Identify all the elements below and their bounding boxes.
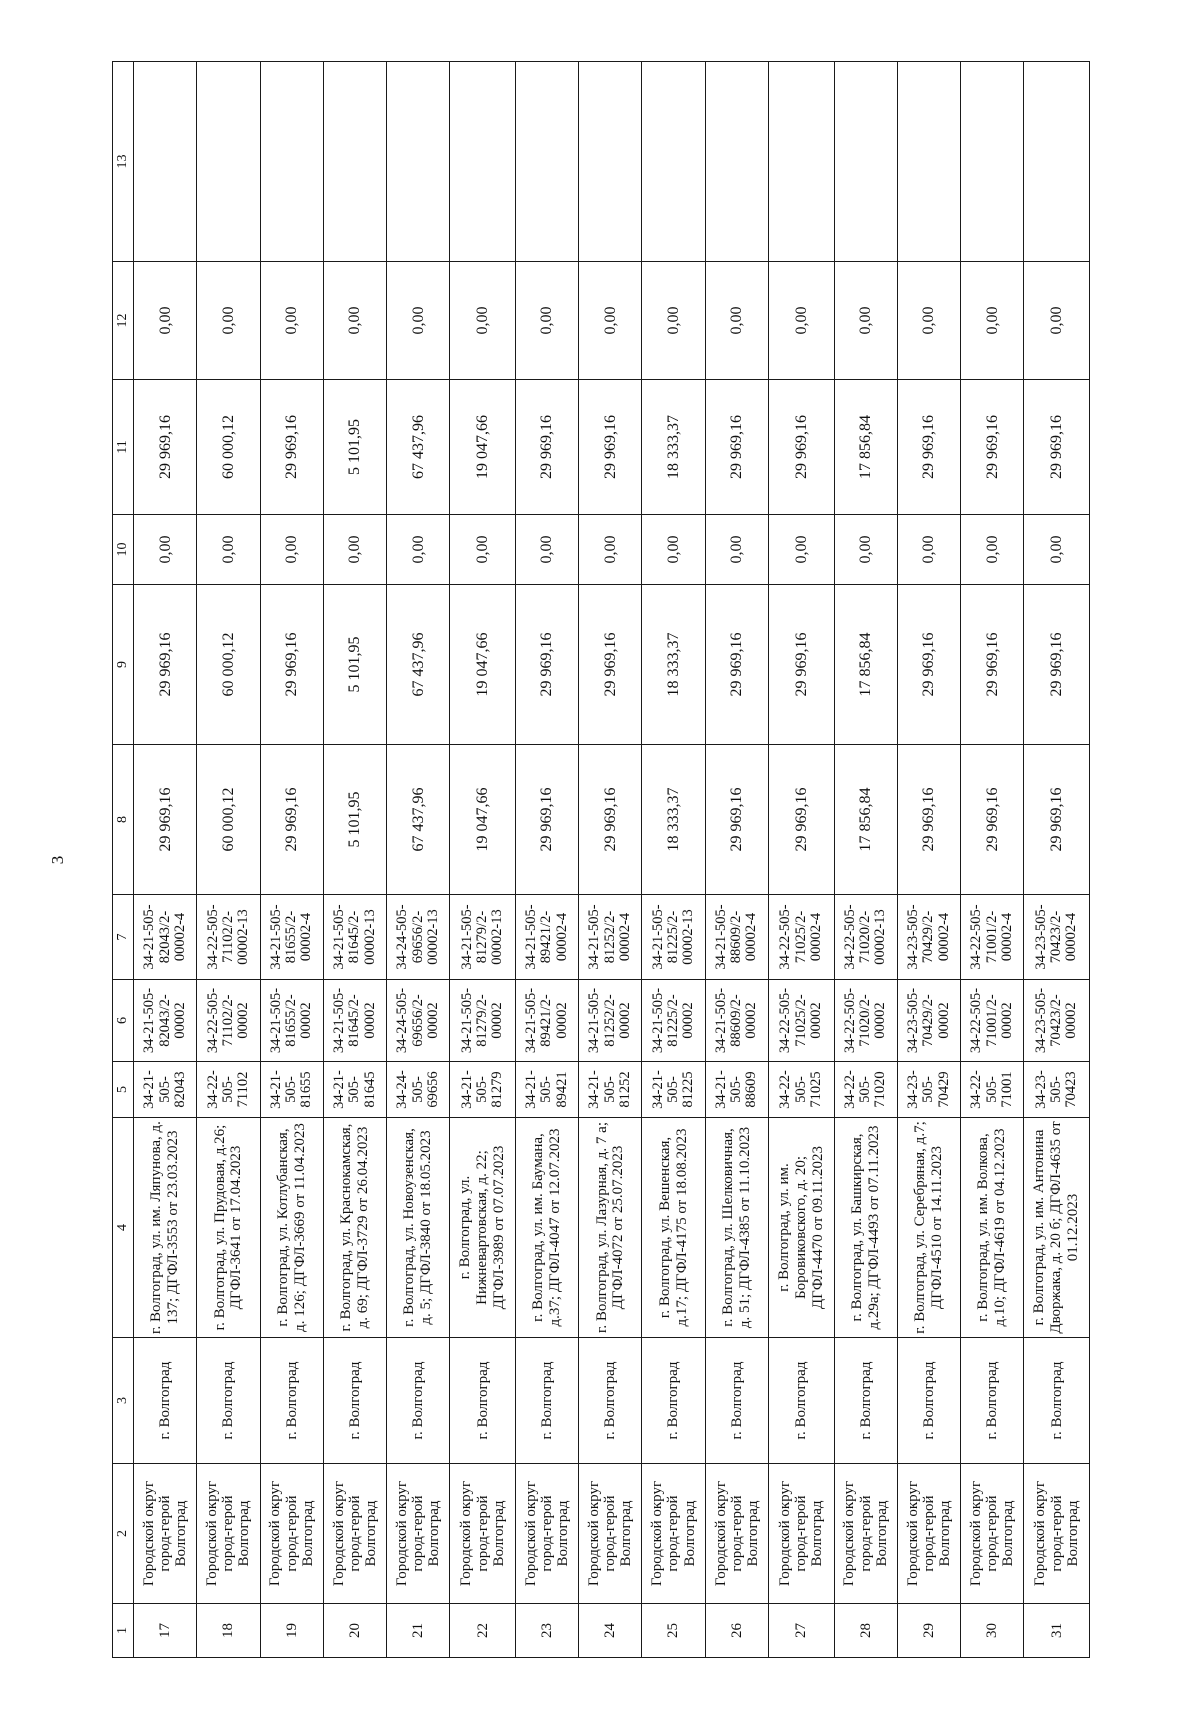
cell-c8: 29 969,16 bbox=[961, 745, 1024, 895]
column-header-4: 4 bbox=[113, 1118, 134, 1338]
cell-c8: 17 856,84 bbox=[834, 745, 897, 895]
cell-c4: г. Волгоград, ул. им. Баумана, д.37; ДГФЛ-4047 от 12.07.2023 bbox=[515, 1118, 578, 1338]
cell-c10: 0,00 bbox=[834, 515, 897, 585]
cell-c3: г. Волгоград bbox=[768, 1338, 834, 1464]
page-number: 3 bbox=[48, 855, 67, 865]
cell-c9: 29 969,16 bbox=[134, 585, 197, 745]
cell-c10: 0,00 bbox=[579, 515, 642, 585]
cell-n: 28 bbox=[834, 1604, 897, 1658]
cell-c7: 34-21-505-88609/2-00002-4 bbox=[705, 895, 768, 980]
cell-n: 19 bbox=[260, 1604, 323, 1658]
cell-c8: 29 969,16 bbox=[515, 745, 578, 895]
cell-c2: Городской округ город-герой Волгоград bbox=[961, 1464, 1024, 1604]
cell-c8: 29 969,16 bbox=[260, 745, 323, 895]
cell-c8: 29 969,16 bbox=[134, 745, 197, 895]
cell-c11: 29 969,16 bbox=[579, 380, 642, 515]
cell-c4: г. Волгоград, ул. Прудовая, д.26; ДГФЛ-3641 от 17.04.2023 bbox=[197, 1118, 260, 1338]
cell-c9: 67 437,96 bbox=[387, 585, 450, 745]
cell-c11: 29 969,16 bbox=[260, 380, 323, 515]
cell-c5: 34-21-505-81645 bbox=[323, 1062, 386, 1118]
column-header-12: 12 bbox=[113, 262, 134, 380]
cell-c3: г. Волгоград bbox=[579, 1338, 642, 1464]
cell-c5: 34-21-505-82043 bbox=[134, 1062, 197, 1118]
cell-n: 21 bbox=[387, 1604, 450, 1658]
table-row bbox=[450, 62, 516, 1658]
cell-n: 24 bbox=[579, 1604, 642, 1658]
cell-c5: 34-21-505-81252 bbox=[579, 1062, 642, 1118]
cell-c9: 29 969,16 bbox=[705, 585, 768, 745]
cell-c7: 34-21-505-81279/2-00002-13 bbox=[450, 895, 516, 980]
cell-c13 bbox=[387, 62, 450, 262]
cell-c12: 0,00 bbox=[579, 262, 642, 380]
cell-c2: Городской округ город-герой Волгоград bbox=[134, 1464, 197, 1604]
cell-c2: Городской округ город-герой Волгоград bbox=[579, 1464, 642, 1604]
table-row bbox=[260, 62, 323, 1658]
cell-c13 bbox=[515, 62, 578, 262]
cell-c5: 34-22-505-71102 bbox=[197, 1062, 260, 1118]
cell-c8: 18 333,37 bbox=[642, 745, 705, 895]
cell-c7: 34-21-505-82043/2-00002-4 bbox=[134, 895, 197, 980]
cell-c10: 0,00 bbox=[197, 515, 260, 585]
cell-c11: 29 969,16 bbox=[1024, 380, 1090, 515]
table-body bbox=[134, 62, 1090, 1658]
cell-c4: г. Волгоград, ул. Серебряная, д.7; ДГФЛ-4510 от 14.11.2023 bbox=[897, 1118, 960, 1338]
cell-c12: 0,00 bbox=[260, 262, 323, 380]
cell-c5: 34-23-505-70429 bbox=[897, 1062, 960, 1118]
cell-c3: г. Волгоград bbox=[450, 1338, 516, 1464]
cell-c9: 19 047,66 bbox=[450, 585, 516, 745]
cell-c5: 34-23-505-70423 bbox=[1024, 1062, 1090, 1118]
cell-c9: 29 969,16 bbox=[260, 585, 323, 745]
cell-c7: 34-22-505-71001/2-00002-4 bbox=[961, 895, 1024, 980]
cell-c3: г. Волгоград bbox=[197, 1338, 260, 1464]
cell-n: 27 bbox=[768, 1604, 834, 1658]
column-header-5: 5 bbox=[113, 1062, 134, 1118]
column-header-11: 11 bbox=[113, 380, 134, 515]
column-header-9: 9 bbox=[113, 585, 134, 745]
column-header-1: 1 bbox=[113, 1604, 134, 1658]
cell-c7: 34-21-505-89421/2-00002-4 bbox=[515, 895, 578, 980]
cell-c4: г. Волгоград, ул. Башкирская, д.29а; ДГФЛ-4493 от 07.11.2023 bbox=[834, 1118, 897, 1338]
cell-c10: 0,00 bbox=[897, 515, 960, 585]
cell-c4: г. Волгоград, ул. Лазурная, д. 7 а; ДГФЛ-4072 от 25.07.2023 bbox=[579, 1118, 642, 1338]
cell-c2: Городской округ город-герой Волгоград bbox=[768, 1464, 834, 1604]
cell-c13 bbox=[705, 62, 768, 262]
cell-c9: 18 333,37 bbox=[642, 585, 705, 745]
cell-c3: г. Волгоград bbox=[260, 1338, 323, 1464]
cell-c7: 34-23-505-70429/2-00002-4 bbox=[897, 895, 960, 980]
cell-c12: 0,00 bbox=[961, 262, 1024, 380]
cell-c2: Городской округ город-герой Волгоград bbox=[260, 1464, 323, 1604]
cell-c9: 29 969,16 bbox=[768, 585, 834, 745]
cell-c9: 60 000,12 bbox=[197, 585, 260, 745]
cell-c13 bbox=[323, 62, 386, 262]
cell-c12: 0,00 bbox=[387, 262, 450, 380]
cell-c9: 29 969,16 bbox=[515, 585, 578, 745]
cell-c13 bbox=[897, 62, 960, 262]
cell-c6: 34-21-505-81225/2-00002 bbox=[642, 980, 705, 1062]
cell-c13 bbox=[197, 62, 260, 262]
cell-c10: 0,00 bbox=[450, 515, 516, 585]
cell-n: 30 bbox=[961, 1604, 1024, 1658]
cell-c6: 34-21-505-81252/2-00002 bbox=[579, 980, 642, 1062]
cell-c3: г. Волгоград bbox=[705, 1338, 768, 1464]
cell-c8: 29 969,16 bbox=[705, 745, 768, 895]
cell-c10: 0,00 bbox=[961, 515, 1024, 585]
cell-c2: Городской округ город-герой Волгоград bbox=[387, 1464, 450, 1604]
cell-c4: г. Волгоград, ул. Нижневартовская, д. 22; ДГФЛ-3989 от 07.07.2023 bbox=[450, 1118, 516, 1338]
cell-c11: 19 047,66 bbox=[450, 380, 516, 515]
cell-c5: 34-22-505-71020 bbox=[834, 1062, 897, 1118]
cell-c12: 0,00 bbox=[834, 262, 897, 380]
cell-c12: 0,00 bbox=[897, 262, 960, 380]
cell-c10: 0,00 bbox=[768, 515, 834, 585]
table-row bbox=[705, 62, 768, 1658]
cell-c9: 29 969,16 bbox=[897, 585, 960, 745]
cell-c3: г. Волгоград bbox=[642, 1338, 705, 1464]
cell-c8: 19 047,66 bbox=[450, 745, 516, 895]
cell-c3: г. Волгоград bbox=[834, 1338, 897, 1464]
cell-c12: 0,00 bbox=[515, 262, 578, 380]
cell-c4: г. Волгоград, ул. им. Волкова, д.10; ДГФЛ-4619 от 04.12.2023 bbox=[961, 1118, 1024, 1338]
cell-c5: 34-21-505-81225 bbox=[642, 1062, 705, 1118]
cell-c13 bbox=[579, 62, 642, 262]
cell-c13 bbox=[134, 62, 197, 262]
cell-c3: г. Волгоград bbox=[515, 1338, 578, 1464]
table-row bbox=[897, 62, 960, 1658]
cell-c13 bbox=[642, 62, 705, 262]
cell-c13 bbox=[260, 62, 323, 262]
column-header-2: 2 bbox=[113, 1464, 134, 1604]
cell-c10: 0,00 bbox=[323, 515, 386, 585]
cell-c9: 29 969,16 bbox=[961, 585, 1024, 745]
cell-c4: г. Волгоград, ул. им. Боровиковского, д. 20; ДГФЛ-4470 от 09.11.2023 bbox=[768, 1118, 834, 1338]
cell-c12: 0,00 bbox=[450, 262, 516, 380]
cell-c5: 34-22-505-71001 bbox=[961, 1062, 1024, 1118]
cell-c11: 29 969,16 bbox=[515, 380, 578, 515]
cell-c10: 0,00 bbox=[642, 515, 705, 585]
cell-c3: г. Волгоград bbox=[897, 1338, 960, 1464]
cell-c5: 34-21-505-81279 bbox=[450, 1062, 516, 1118]
cell-c11: 17 856,84 bbox=[834, 380, 897, 515]
cell-c8: 29 969,16 bbox=[768, 745, 834, 895]
cell-c12: 0,00 bbox=[1024, 262, 1090, 380]
cell-c2: Городской округ город-герой Волгоград bbox=[515, 1464, 578, 1604]
cell-c7: 34-24-505-69656/2-00002-13 bbox=[387, 895, 450, 980]
table-row bbox=[323, 62, 386, 1658]
table-header-row bbox=[113, 62, 134, 1658]
cell-c6: 34-21-505-88609/2-00002 bbox=[705, 980, 768, 1062]
table-row bbox=[387, 62, 450, 1658]
cell-c11: 67 437,96 bbox=[387, 380, 450, 515]
cell-c8: 29 969,16 bbox=[1024, 745, 1090, 895]
cell-c9: 5 101,95 bbox=[323, 585, 386, 745]
cell-n: 20 bbox=[323, 1604, 386, 1658]
column-header-3: 3 bbox=[113, 1338, 134, 1464]
cell-c10: 0,00 bbox=[515, 515, 578, 585]
cell-c12: 0,00 bbox=[323, 262, 386, 380]
cell-c6: 34-24-505-69656/2-00002 bbox=[387, 980, 450, 1062]
cell-c7: 34-22-505-71102/2-00002-13 bbox=[197, 895, 260, 980]
cell-c11: 29 969,16 bbox=[134, 380, 197, 515]
cell-c6: 34-21-505-81279/2-00002 bbox=[450, 980, 516, 1062]
cell-c6: 34-22-505-71025/2-00002 bbox=[768, 980, 834, 1062]
cell-c2: Городской округ город-герой Волгоград bbox=[834, 1464, 897, 1604]
cell-c6: 34-21-505-82043/2-00002 bbox=[134, 980, 197, 1062]
table-row bbox=[134, 62, 197, 1658]
column-header-13: 13 bbox=[113, 62, 134, 262]
cell-c6: 34-23-505-70423/2-00002 bbox=[1024, 980, 1090, 1062]
cell-c11: 5 101,95 bbox=[323, 380, 386, 515]
cell-c10: 0,00 bbox=[134, 515, 197, 585]
cell-c8: 60 000,12 bbox=[197, 745, 260, 895]
cell-c3: г. Волгоград bbox=[1024, 1338, 1090, 1464]
cell-c12: 0,00 bbox=[705, 262, 768, 380]
cell-c7: 34-21-505-81225/2-00002-13 bbox=[642, 895, 705, 980]
cell-n: 31 bbox=[1024, 1604, 1090, 1658]
cell-c11: 29 969,16 bbox=[961, 380, 1024, 515]
table-row bbox=[197, 62, 260, 1658]
cell-c10: 0,00 bbox=[705, 515, 768, 585]
cell-c11: 29 969,16 bbox=[897, 380, 960, 515]
cell-c5: 34-21-505-88609 bbox=[705, 1062, 768, 1118]
cell-n: 29 bbox=[897, 1604, 960, 1658]
cell-c7: 34-23-505-70423/2-00002-4 bbox=[1024, 895, 1090, 980]
column-header-8: 8 bbox=[113, 745, 134, 895]
cell-c13 bbox=[768, 62, 834, 262]
cell-c13 bbox=[450, 62, 516, 262]
cell-c3: г. Волгоград bbox=[387, 1338, 450, 1464]
table-row bbox=[1024, 62, 1090, 1658]
cell-c10: 0,00 bbox=[1024, 515, 1090, 585]
column-header-10: 10 bbox=[113, 515, 134, 585]
cell-c8: 29 969,16 bbox=[579, 745, 642, 895]
cell-c7: 34-21-505-81252/2-00002-4 bbox=[579, 895, 642, 980]
cell-c2: Городской округ город-герой Волгоград bbox=[897, 1464, 960, 1604]
cell-c5: 34-21-505-89421 bbox=[515, 1062, 578, 1118]
cell-c13 bbox=[834, 62, 897, 262]
rotated-table-container bbox=[112, 62, 1090, 1658]
table-row bbox=[579, 62, 642, 1658]
cell-c10: 0,00 bbox=[387, 515, 450, 585]
cell-c6: 34-22-505-71020/2-00002 bbox=[834, 980, 897, 1062]
cell-c7: 34-21-505-81655/2-00002-4 bbox=[260, 895, 323, 980]
table-row bbox=[961, 62, 1024, 1658]
cell-c5: 34-22-505-71025 bbox=[768, 1062, 834, 1118]
cell-c8: 67 437,96 bbox=[387, 745, 450, 895]
cell-c7: 34-21-505-81645/2-00002-13 bbox=[323, 895, 386, 980]
table-row bbox=[834, 62, 897, 1658]
cell-c12: 0,00 bbox=[642, 262, 705, 380]
cell-c6: 34-22-505-71001/2-00002 bbox=[961, 980, 1024, 1062]
data-table bbox=[112, 61, 1090, 1658]
cell-c12: 0,00 bbox=[197, 262, 260, 380]
cell-c9: 17 856,84 bbox=[834, 585, 897, 745]
cell-n: 26 bbox=[705, 1604, 768, 1658]
cell-c4: г. Волгоград, ул. Краснокамская, д. 69; ДГФЛ-3729 от 26.04.2023 bbox=[323, 1118, 386, 1338]
cell-c2: Городской округ город-герой Волгоград bbox=[323, 1464, 386, 1604]
cell-c7: 34-22-505-71025/2-00002-4 bbox=[768, 895, 834, 980]
cell-c13 bbox=[1024, 62, 1090, 262]
cell-c2: Городской округ город-герой Волгоград bbox=[705, 1464, 768, 1604]
cell-n: 25 bbox=[642, 1604, 705, 1658]
cell-c2: Городской округ город-герой Волгоград bbox=[642, 1464, 705, 1604]
cell-c5: 34-24-505-69656 bbox=[387, 1062, 450, 1118]
cell-c11: 60 000,12 bbox=[197, 380, 260, 515]
cell-n: 22 bbox=[450, 1604, 516, 1658]
cell-c3: г. Волгоград bbox=[134, 1338, 197, 1464]
cell-c11: 18 333,37 bbox=[642, 380, 705, 515]
cell-c2: Городской округ город-герой Волгоград bbox=[197, 1464, 260, 1604]
column-header-6: 6 bbox=[113, 980, 134, 1062]
cell-c4: г. Волгоград, ул. Новоузенская, д. 5; ДГФЛ-3840 от 18.05.2023 bbox=[387, 1118, 450, 1338]
cell-n: 23 bbox=[515, 1604, 578, 1658]
cell-c13 bbox=[961, 62, 1024, 262]
cell-c6: 34-21-505-81655/2-00002 bbox=[260, 980, 323, 1062]
cell-c2: Городской округ город-герой Волгоград bbox=[450, 1464, 516, 1604]
cell-n: 18 bbox=[197, 1604, 260, 1658]
cell-c6: 34-23-505-70429/2-00002 bbox=[897, 980, 960, 1062]
cell-c11: 29 969,16 bbox=[705, 380, 768, 515]
cell-c6: 34-21-505-89421/2-00002 bbox=[515, 980, 578, 1062]
cell-c11: 29 969,16 bbox=[768, 380, 834, 515]
cell-c4: г. Волгоград, ул. Вешенская, д.17; ДГФЛ-4175 от 18.08.2023 bbox=[642, 1118, 705, 1338]
table-row bbox=[642, 62, 705, 1658]
cell-c4: г. Волгоград, ул. Шелковичная, д. 51; ДГФЛ-4385 от 11.10.2023 bbox=[705, 1118, 768, 1338]
cell-c2: Городской округ город-герой Волгоград bbox=[1024, 1464, 1090, 1604]
cell-c5: 34-21-505-81655 bbox=[260, 1062, 323, 1118]
cell-c9: 29 969,16 bbox=[1024, 585, 1090, 745]
column-header-7: 7 bbox=[113, 895, 134, 980]
table-row bbox=[515, 62, 578, 1658]
cell-c3: г. Волгоград bbox=[323, 1338, 386, 1464]
cell-c4: г. Волгоград, ул. Котлубанская, д. 126; ДГФЛ-3669 от 11.04.2023 bbox=[260, 1118, 323, 1338]
cell-c10: 0,00 bbox=[260, 515, 323, 585]
cell-c6: 34-22-505-71102/2-00002 bbox=[197, 980, 260, 1062]
cell-c8: 29 969,16 bbox=[897, 745, 960, 895]
cell-c3: г. Волгоград bbox=[961, 1338, 1024, 1464]
cell-c12: 0,00 bbox=[768, 262, 834, 380]
cell-n: 17 bbox=[134, 1604, 197, 1658]
cell-c4: г. Волгоград, ул. им. Антонина Дворжака, д. 20 б; ДГФЛ-4635 от 01.12.2023 bbox=[1024, 1118, 1090, 1338]
cell-c12: 0,00 bbox=[134, 262, 197, 380]
cell-c8: 5 101,95 bbox=[323, 745, 386, 895]
cell-c9: 29 969,16 bbox=[579, 585, 642, 745]
cell-c4: г. Волгоград, ул. им. Ляпунова, д. 137; ДГФЛ-3553 от 23.03.2023 bbox=[134, 1118, 197, 1338]
cell-c7: 34-22-505-71020/2-00002-13 bbox=[834, 895, 897, 980]
table-row bbox=[768, 62, 834, 1658]
cell-c6: 34-21-505-81645/2-00002 bbox=[323, 980, 386, 1062]
